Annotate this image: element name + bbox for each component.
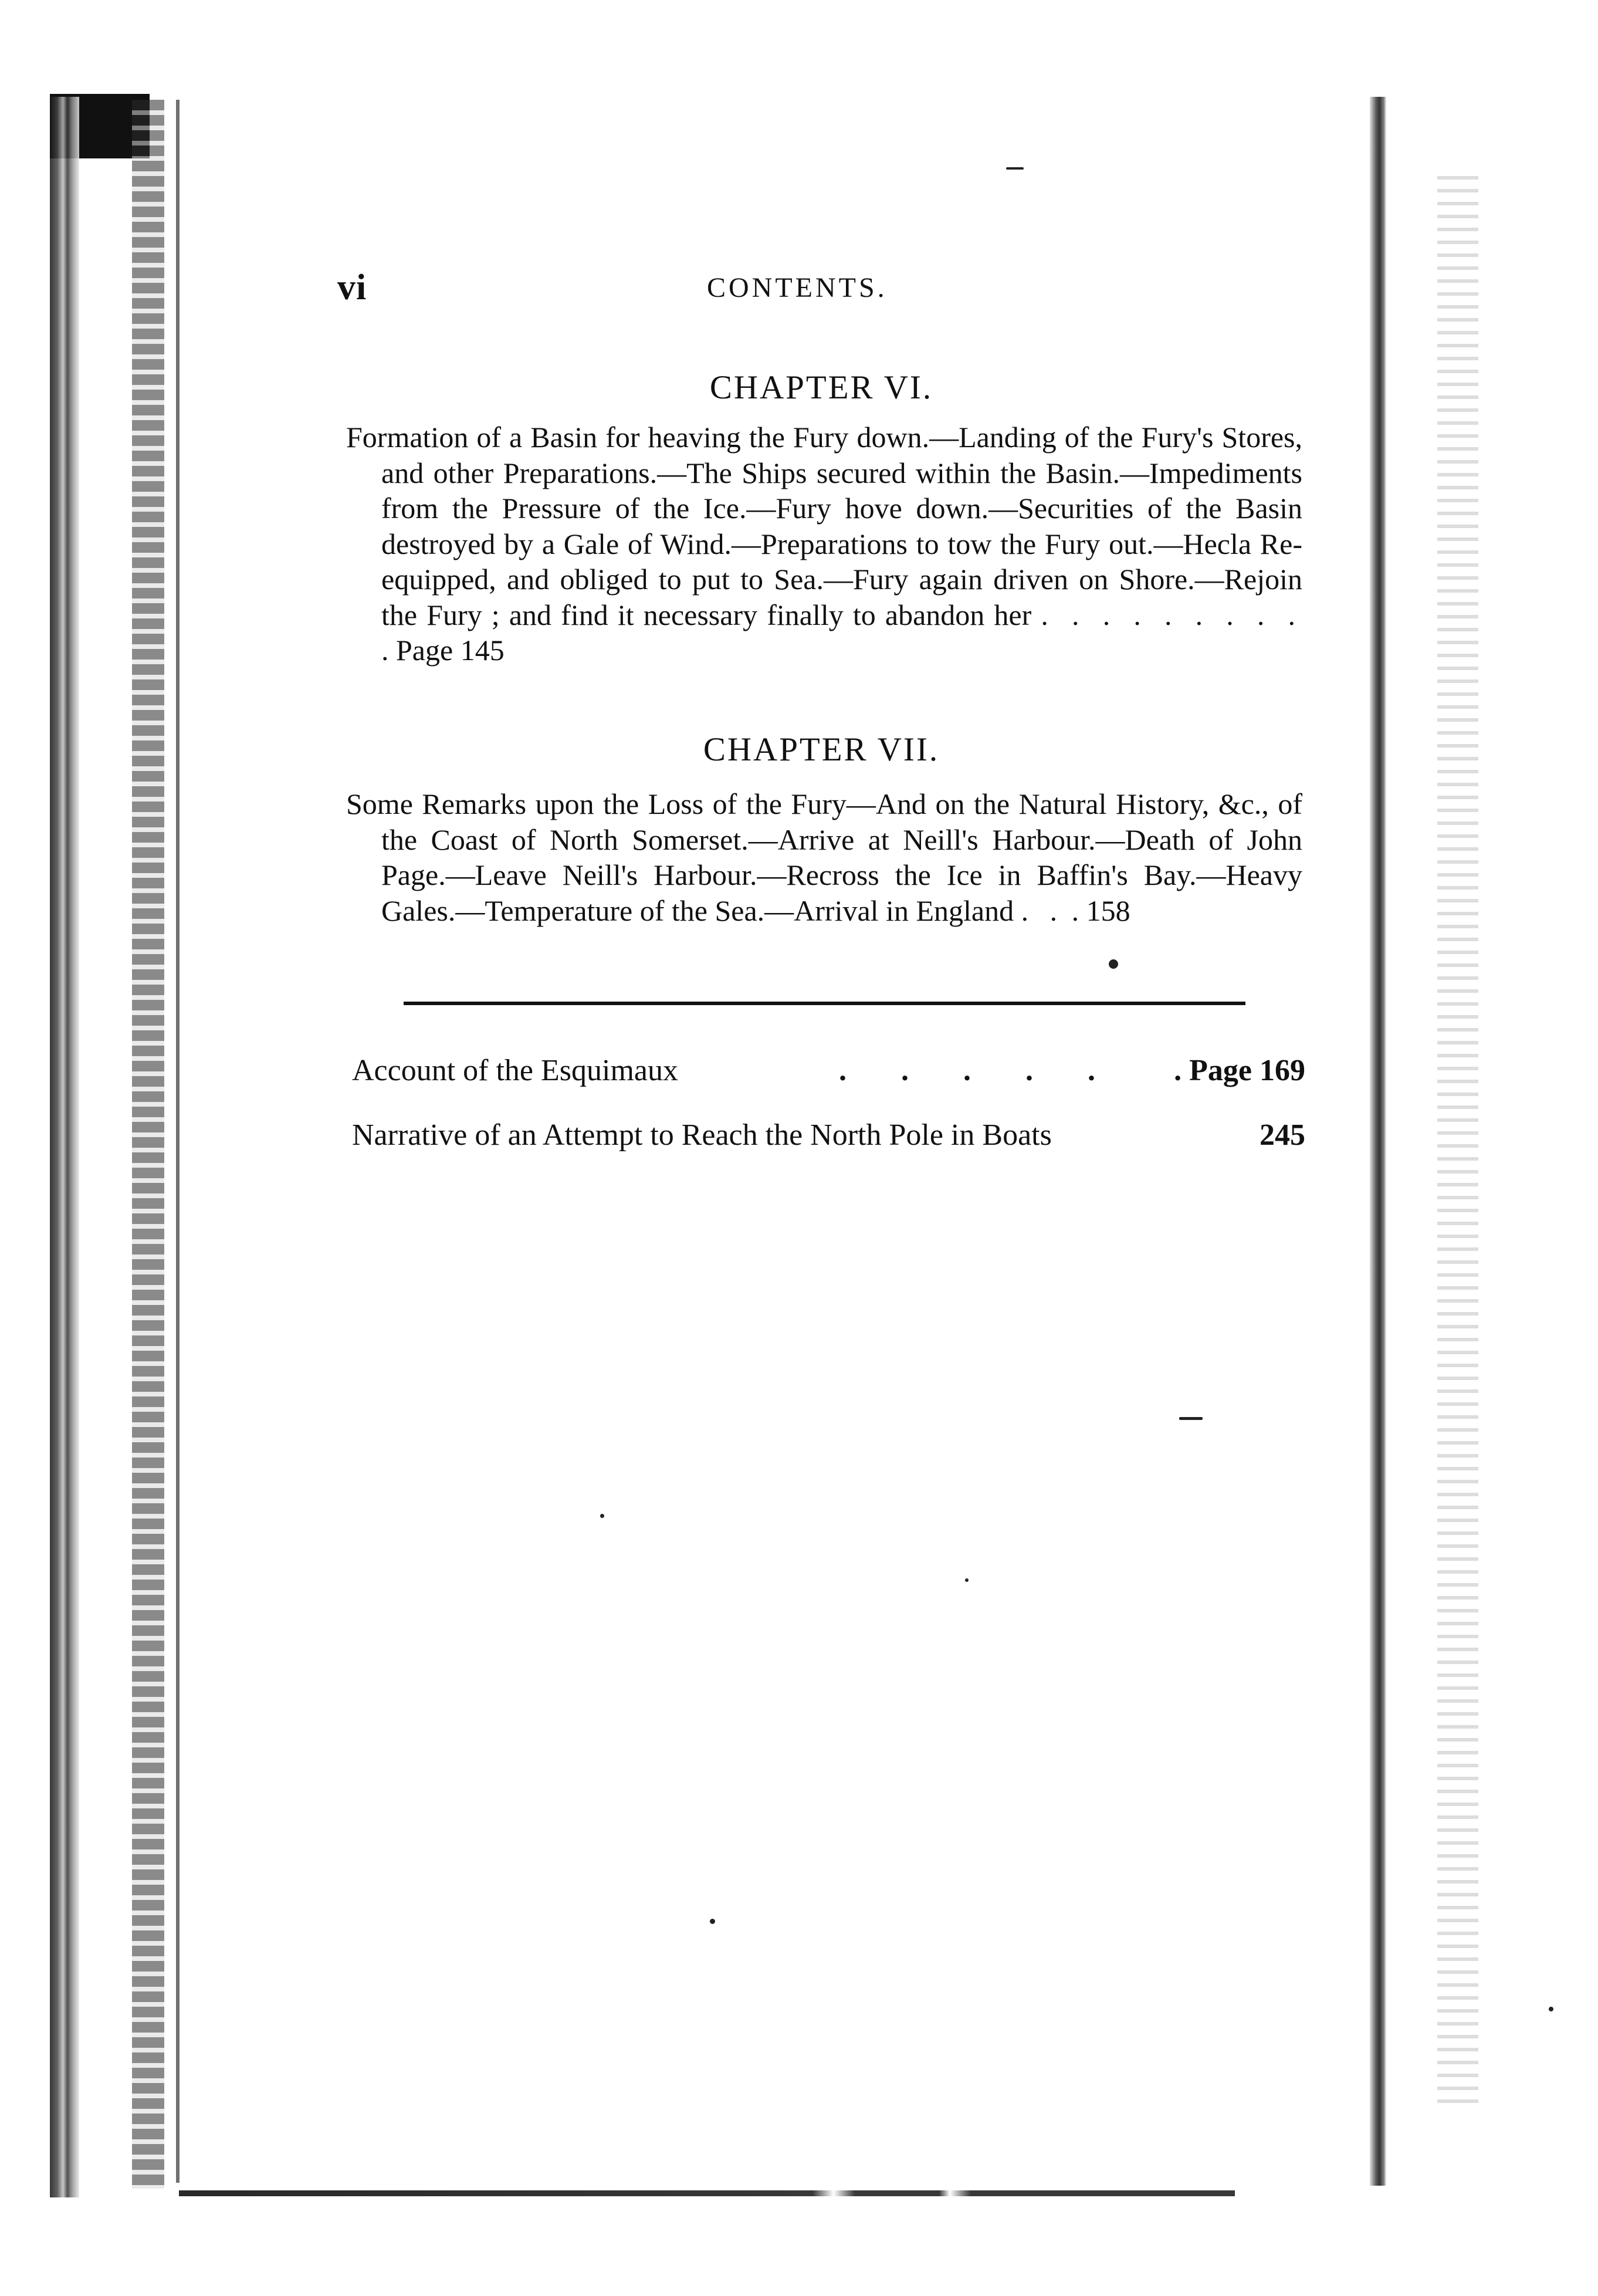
scan-binding-edge [50, 97, 79, 2197]
chapter-summary-text: Formation of a Basin for heaving the Fury down.—Landing of the Fury's Stores, and other Preparations.—The Ships secured within the Basin.—Impediments from the Pressure of the Ice.—Fury hove down.—Securities of the Basin destroyed by a Gale of Wind.—Preparations to tow the Fury out.—Hecla Re-equipped, and obliged to put to Sea.—Fury again driven on Shore.—Rejoin the Fury ; and find it necessary finally to abandon her [346, 421, 1302, 631]
section-divider [404, 1002, 1245, 1005]
scan-binding-texture [132, 100, 164, 2189]
scan-binding-line [176, 100, 180, 2183]
scan-speck [1006, 167, 1024, 170]
scan-right-texture [1437, 176, 1478, 2112]
scan-speck [600, 1514, 604, 1518]
dot-leader: . . [1021, 894, 1065, 927]
dot-leader: . . . . . [839, 1054, 1119, 1087]
scan-speck [1549, 2007, 1553, 2011]
running-title: CONTENTS. [707, 272, 888, 303]
scan-bottom-edge [179, 2190, 1235, 2196]
scan-speck [710, 1919, 715, 1924]
entry-page: 245 [1260, 1118, 1305, 1152]
entry-title: Account of the Esquimaux [352, 1054, 678, 1087]
page-reference: . 158 [1071, 894, 1130, 927]
dot-leader: . . . . . . . . . [1041, 598, 1303, 631]
page-number: vi [337, 268, 367, 307]
chapter-heading: CHAPTER VI. [709, 369, 933, 406]
chapter-summary [346, 420, 1302, 668]
chapter-heading: CHAPTER VII. [703, 731, 940, 768]
entry-title: Narrative of an Attempt to Reach the North Pole in Boats [352, 1118, 1052, 1152]
scan-right-edge [1370, 97, 1386, 2186]
scan-speck [1179, 1417, 1203, 1420]
chapter-summary-text: Some Remarks upon the Loss of the Fury—And on the Natural History, &c., of the Coast of North Somerset.—Arrive at Neill's Harbour.—Death of John Page.—Leave Neill's Harbour.—Recross the Ice in Baffin's Bay.—Heavy Gales.—Temperature of the Sea.—Arrival in England [346, 787, 1302, 927]
chapter-summary [346, 786, 1302, 928]
entry-page: . Page 169 [1174, 1054, 1305, 1087]
running-head [337, 267, 1305, 308]
scan-speck [965, 1578, 969, 1582]
contents-entry [352, 1053, 1305, 1094]
contents-entry [352, 1118, 1305, 1159]
scan-speck [1109, 959, 1118, 969]
page-reference: . Page 145 [381, 634, 505, 667]
